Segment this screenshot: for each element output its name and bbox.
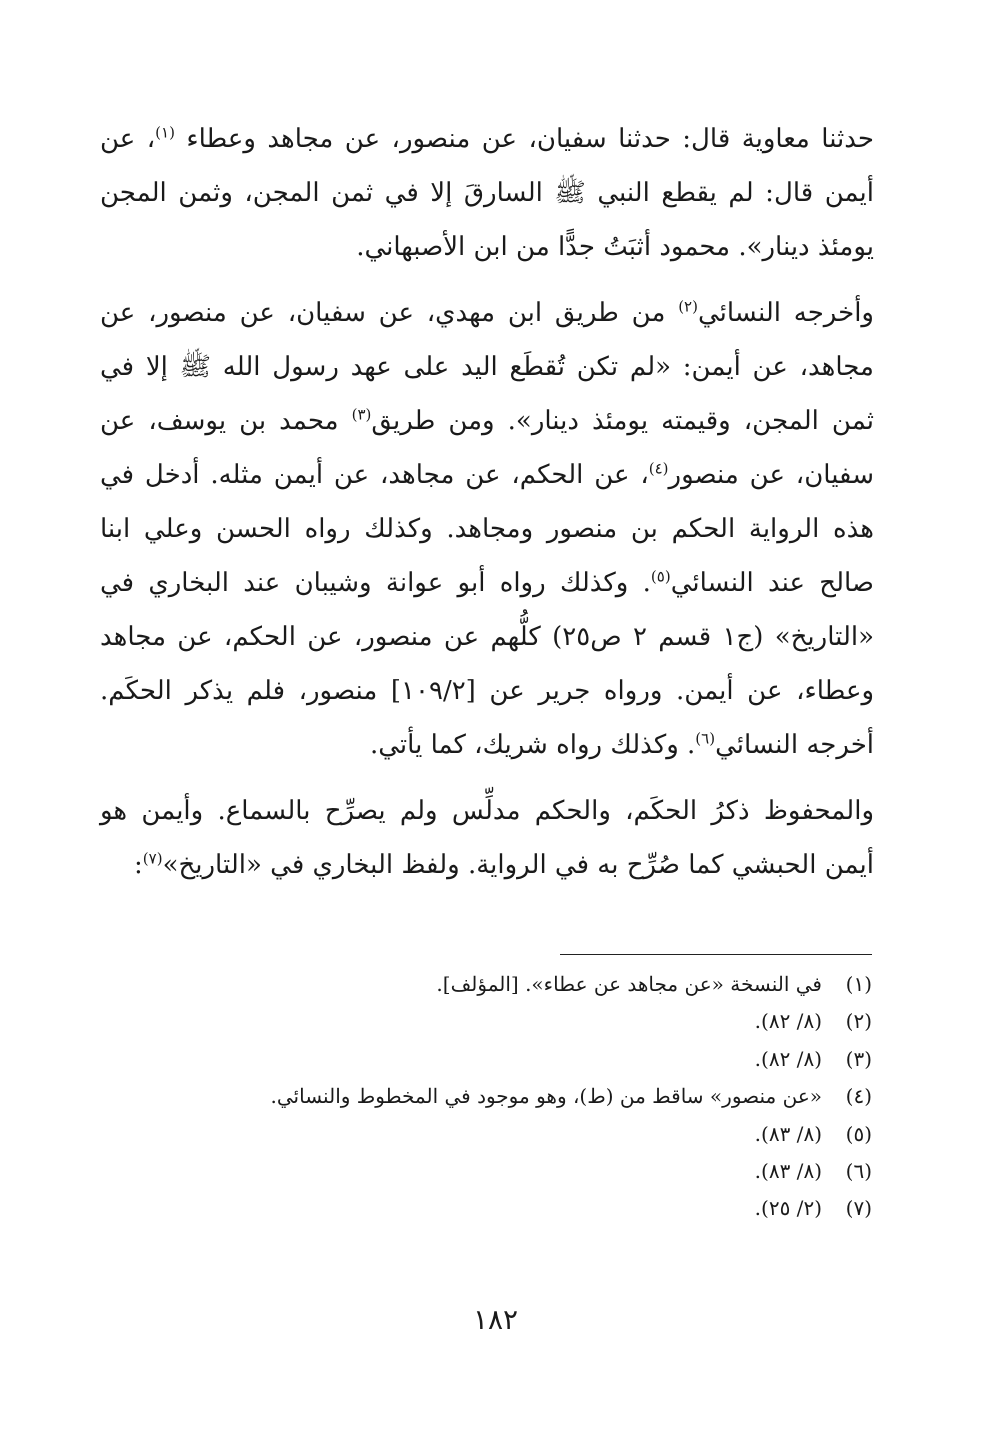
footnote-reference: (٢) <box>678 297 698 316</box>
footnote <box>100 1078 872 1115</box>
main-text <box>100 112 874 892</box>
footnote-number: (٦) <box>845 1159 872 1184</box>
text-run: من طريق ابن مهدي، عن سفيان، عن منصور، عن مجاهد، عن أيمن: «لم تكن تُقطَع اليد على عهد رسول الله ﷺ إلا في ثمن المجن، وقيمته يومئذ دينار». ومن طريق <box>100 298 874 436</box>
footnote-text: في النسخة «عن مجاهد عن عطاء». [المؤلف]. <box>436 972 822 996</box>
footnote-number: (٣) <box>845 1046 872 1071</box>
footnote-number: (١) <box>845 972 872 996</box>
footnote <box>100 1003 872 1040</box>
text-run: حدثنا معاوية قال: حدثنا سفيان، عن منصور، عن مجاهد وعطاء <box>174 124 874 154</box>
footnote <box>100 1153 872 1190</box>
footnote-number: (٧) <box>845 1196 872 1221</box>
text-run: . وكذلك رواه شريك، كما يأتي. <box>369 730 696 760</box>
text-run: محمد بن يوسف، عن سفيان، عن منصور <box>100 406 874 490</box>
paragraph <box>100 286 874 772</box>
text-run: ، عن أيمن قال: لم يقطع النبي ﷺ السارقَ إلا في ثمن المجن، وثمن المجن يومئذ دينار». محمود أثبَتُ جدًّا من ابن الأصبهاني. <box>100 124 874 262</box>
page-number: ١٨٢ <box>472 1303 519 1336</box>
footnote <box>100 1190 872 1227</box>
footnote-reference: (٥) <box>650 567 671 586</box>
text-run: : <box>134 850 143 880</box>
text-run: وأخرجه النسائي <box>697 298 874 328</box>
text-run: ، عن الحكم، عن مجاهد، عن أيمن مثله. أدخل في هذه الرواية الحكم بن منصور ومجاهد. وكذلك رواه الحسن وعلي ابنا صالح عند النسائي <box>100 460 874 598</box>
footnote-text: (٨/ ٨٣). <box>754 1159 822 1184</box>
footnote-number: (٥) <box>845 1121 872 1146</box>
footnote <box>100 1116 872 1153</box>
footnotes-list <box>100 966 872 1228</box>
footnote-reference: (٦) <box>695 729 716 748</box>
paragraph <box>100 112 874 274</box>
footnote-number: (٢) <box>845 1009 872 1034</box>
footnote-number: (٤) <box>845 1084 872 1109</box>
text-run: والمحفوظ ذكرُ الحكَم، والحكم مدلِّس ولم يصرِّح بالسماع. وأيمن هو أيمن الحبشي كما صُرِّح به في الرواية. ولفظ البخاري في «التاريخ» <box>100 796 874 880</box>
footnote-text: (٨/ ٨٢). <box>754 1046 822 1071</box>
footnote-reference: (٧) <box>142 849 163 868</box>
footnote-text: (٨/ ٨٢). <box>754 1009 822 1034</box>
footnote <box>100 966 872 1003</box>
footnote-text: (٢/ ٢٥). <box>754 1196 822 1221</box>
footnote-reference: (٣) <box>351 405 372 424</box>
paragraph <box>100 784 874 892</box>
footnote-text: (٨/ ٨٣). <box>754 1121 822 1146</box>
footnote-text: «عن منصور» ساقط من (ط)، وهو موجود في المخطوط والنسائي. <box>270 1084 822 1109</box>
footnote-reference: (١) <box>155 123 175 142</box>
footnote-reference: (٤) <box>648 459 669 478</box>
footnote <box>100 1041 872 1078</box>
footnote-separator <box>560 954 872 955</box>
text-run: . وكذلك رواه أبو عوانة وشيبان عند البخاري في «التاريخ» (ج١ قسم ٢ ص٢٥) كلُّهم عن منصور، عن الحكم، عن مجاهد وعطاء، عن أيمن. ورواه جرير عن [١٠٩/٢] منصور، فلم يذكر الحكَم. أخرجه النسائي <box>100 568 875 760</box>
